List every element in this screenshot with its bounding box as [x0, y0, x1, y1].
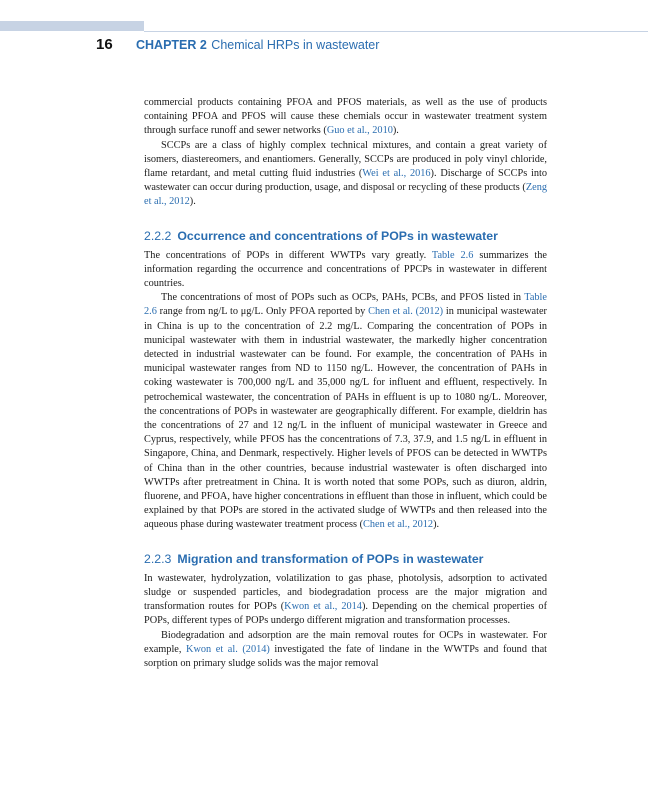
- citation-link[interactable]: Zeng et al., 2012: [144, 182, 547, 208]
- page-number: 16: [96, 36, 113, 53]
- citation-link[interactable]: Guo et al., 2010: [326, 125, 393, 137]
- section-number: 2.2.2: [144, 228, 172, 243]
- paragraph-migration-routes: In wastewater, hydrolyzation, volatilization to gas phase, photolysis, adsorption to activated sludge or suspended particles, and biodegradation process are the major migration and transformation routes for POPs (Kwon et al., 2014). Depending on the chemical properties of POPs, different types of POPs undergo different migration and transformation processes.: [144, 572, 547, 627]
- paragraph-biodegradation: Biodegradation and adsorption are the main removal routes for OCPs in wastewater. For example, Kwon et al. (2014) investigated the fate of lindane in the WWTPs and found that sorption on primary sludge solids was the major removal: [144, 629, 547, 669]
- section-heading-2-2-2: [144, 228, 547, 244]
- paragraph-concentrations-detail: The concentrations of most of POPs such as OCPs, PAHs, PCBs, and PFOS listed in Table 2.6 range from ng/L to μg/L. Only PFOA reported by Chen et al. (2012) in municipal wastewater in China is up to the concentration of 2.2 mg/L. Comparing the concentration of POPs in municipal wastewater with them in industrial wastewater, the markedly higher concentration detected in industrial wastewater can be found. For example, the concentration of PAHs in municipal wastewater ranges from ND to 1150 ng/L. However, the concentration of PAHs in coking wastewater is 700,000 ng/L and 35,000 ng/L for influent and effluent, respectively. In petrochemical wastewater, the concentration of PAHs in effluent is up to 1080 ng/L. Moreover, the concentrations of POPs in wastewater are geographically different. For example, dieldrin has the concentrations of 27 and 12 ng/L in the influent of municipal wastewater in Greece and Cyprus, respectively, while PFOS has the concentrations of 7.3, 37.9, and 1.5 ng/L in effluent in Singapore, China, and Denmark, respectively. Higher levels of PFOS can be detected in WWTPs of China than in the other countries, because industrial wastewater is often discharged into WWTPs after pretreatment in China. It is worth noted that some POPs, such as diuron, aldrin, fluorene, and PFOA, have higher concentrations in effluent than those in influent, which could be explained by that POPs are stored in the activated sludge of WWTPs and then released into the aqueous phase during wastewater treatment process (Chen et al., 2012).: [144, 292, 547, 531]
- table-reference-link[interactable]: Table 2.6: [144, 292, 547, 318]
- section-heading-2-2-3: [144, 551, 547, 567]
- paragraph-sccps: SCCPs are a class of highly complex technical mixtures, and contain a great variety of isomers, diastereomers, and enantiomers. Generally, SCCPs are produced in poly vinyl chloride, flame retardant, and metal cutting fluid industries (Wei et al., 2016). Discharge of SCCPs into wastewater can occur during production, usage, and disposal or recycling of these products (Zeng et al., 2012).: [144, 139, 547, 208]
- section-number: 2.2.3: [144, 551, 172, 566]
- chapter-label: CHAPTER 2: [136, 38, 207, 52]
- paragraph-concentrations-intro: The concentrations of POPs in different WWTPs vary greatly. Table 2.6 summarizes the information regarding the occurrence and concentrations of PPCPs in wastewater in different countries.: [144, 249, 547, 290]
- section-title: Migration and transformation of POPs in wastewater: [177, 551, 484, 566]
- section-title: Occurrence and concentrations of POPs in wastewater: [177, 228, 498, 243]
- running-header: [96, 36, 379, 52]
- header-rule: [144, 31, 648, 32]
- page-body: [144, 96, 547, 671]
- citation-link[interactable]: Kwon et al., 2014: [284, 601, 362, 613]
- citation-link[interactable]: Kwon et al. (2014): [186, 643, 270, 655]
- header-color-band: [0, 21, 144, 31]
- citation-link[interactable]: Wei et al., 2016: [362, 168, 431, 180]
- chapter-title: Chemical HRPs in wastewater: [211, 38, 380, 52]
- citation-link[interactable]: Chen et al., 2012: [363, 519, 434, 531]
- paragraph-pfoa-pfos-continued: commercial products containing PFOA and PFOS materials, as well as the use of products containing PFOA and PFOS will cause these chemials occur in wastewater treatment system through surface runoff and sewer networks (Guo et al., 2010).: [144, 97, 547, 137]
- table-reference-link[interactable]: Table 2.6: [431, 249, 474, 261]
- citation-link[interactable]: Chen et al. (2012): [368, 306, 444, 318]
